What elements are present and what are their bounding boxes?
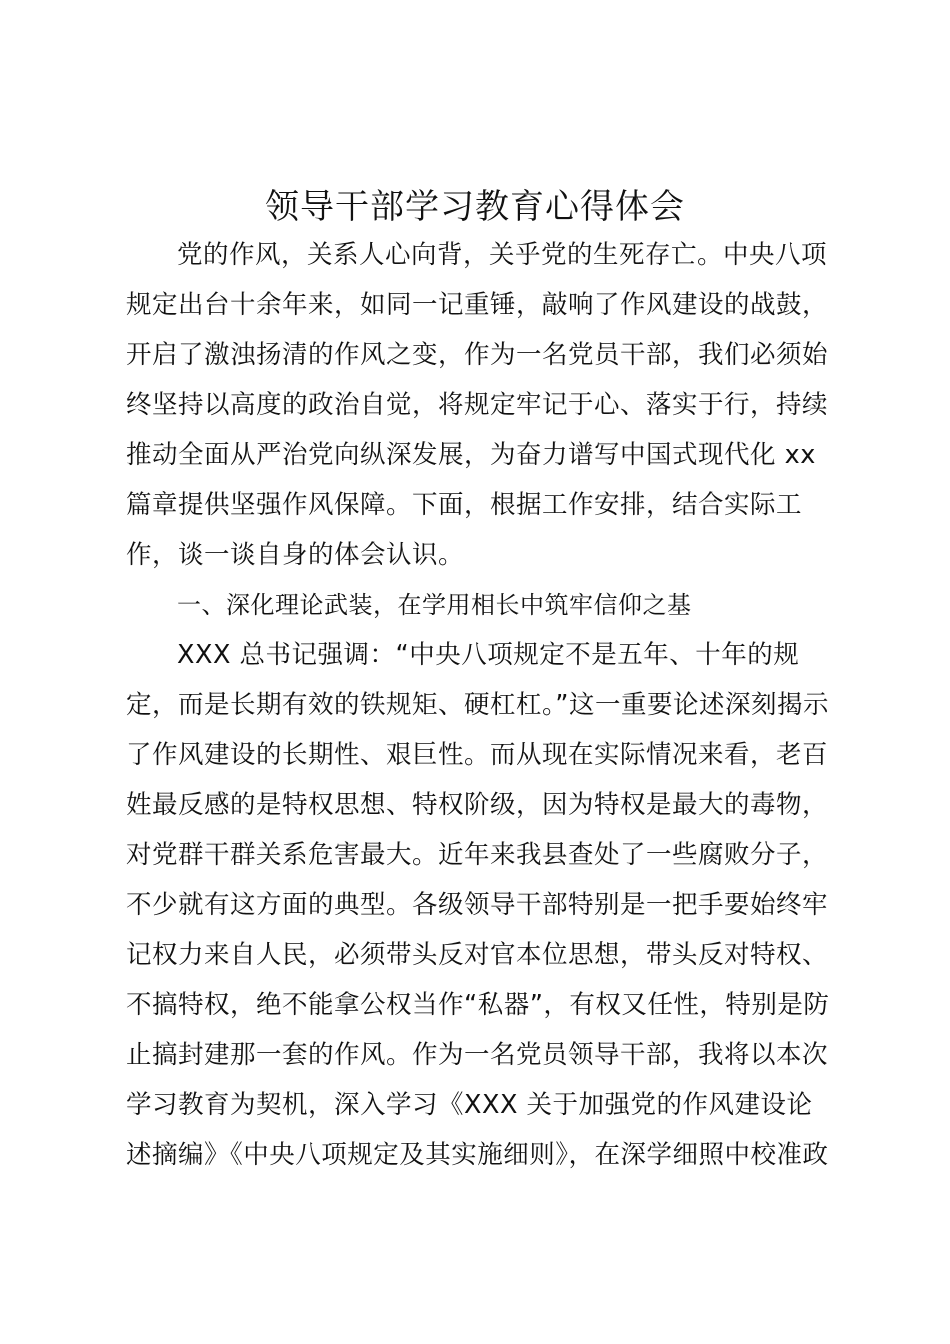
intro-paragraph: 党的作风，关系人心向背，关乎党的生死存亡。中央八项规定出台十余年来，如同一记重锤，敲响了作风建设的战鼓，开启了激浊扬清的作风之变，作为一名党员干部，我们必须始终坚持以高度的政治自觉，将规定牢记于心、落实于行，持续推动全面从严治党向纵深发展，为奋力谱写中国式现代化 xx 篇章提供坚强作风保障。下面，根据工作安排，结合实际工作，谈一谈自身的体会认识。 xyxy=(126,240,829,570)
section-1-paragraph: XXX 总书记强调：“中央八项规定不是五年、十年的规定，而是长期有效的铁规矩、硬杠杠。”这一重要论述深刻揭示了作风建设的长期性、艰巨性。而从现在实际情况来看，老百姓最反感的是特权思想、特权阶级，因为特权是最大的毒物，对党群干群关系危害最大。近年来我县查处了一些腐败分子，不少就有这方面的典型。各级领导干部特别是一把手要始终牢记权力来自人民，必须带头反对官本位思想，带头反对特权、不搞特权，绝不能拿公权当作“私器”，有权又任性，特别是防止搞封建那一套的作风。作为一名党员领导干部，我将以本次学习教育为契机，深入学习《XXX 关于加强党的作风建设论述摘编》《中央八项规定及其实施细则》，在深学细照中校准政 xyxy=(126,640,830,1170)
document-title: 领导干部学习教育心得体会 xyxy=(265,187,685,227)
section-heading-1: 一、深化理论武装，在学用相长中筑牢信仰之基 xyxy=(177,591,692,619)
document-body xyxy=(126,230,832,1180)
